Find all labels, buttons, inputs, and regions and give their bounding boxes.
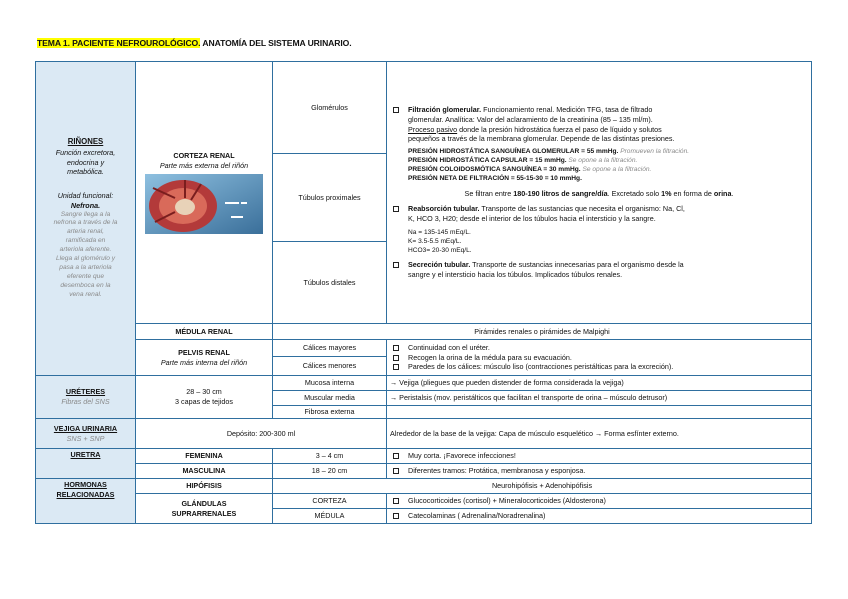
medula-suprarrenal: MÉDULA — [273, 509, 387, 524]
vejiga-desc: Alrededor de la base de la vejiga: Capa de músculo esquelético → Forma esfínter externo. — [387, 419, 812, 449]
uretra-masculina: MASCULINA — [136, 464, 273, 479]
anatomy-table — [35, 61, 812, 524]
uretra-femenina-len: 3 – 4 cm — [273, 449, 387, 464]
kidney-image — [145, 174, 263, 234]
glomerulos-cell: Glomérulos — [273, 62, 387, 154]
pelvis-desc: Continuidad con el uréter. Recogen la orina de la médula para su evacuación. Paredes de los cálices: músculo liso (contracciones peristálticas para la excreción). — [387, 340, 812, 376]
capa-muscular: Muscular media — [273, 391, 387, 406]
medula-cell: MÉDULA RENAL — [136, 324, 273, 340]
vejiga-cell: VEJIGA URINARIA SNS + SNP — [36, 419, 136, 449]
rinones-cell: RIÑONES Función excretora, endocrina y metabólica. Unidad funcional: Nefrona. Sangre llega a la nefrona a través de la arteria renal, ramificada en arteriola aferente. Llega al glomérulo y pasa a la arteriola eferente que desemboca en la vena renal. — [36, 62, 136, 376]
filtracion-item: Filtración glomerular. Funcionamiento renal. Medición TFG, tasa de filtrado — [390, 105, 808, 115]
tubulos-distales-cell: Túbulos distales — [273, 242, 387, 324]
hormonas-cell: HORMONAS RELACIONADAS — [36, 479, 136, 524]
vejiga-deposito: Depósito: 200-300 ml — [136, 419, 387, 449]
capa-mucosa-desc: → Vejiga (pliegues que pueden distender de forma considerada la vejiga) — [387, 376, 812, 391]
tubulos-proximales-cell: Túbulos proximales — [273, 154, 387, 242]
hipofisis-desc: Neurohipófisis + Adenohipófisis — [273, 479, 812, 494]
hipofisis: HIPÓFISIS — [136, 479, 273, 494]
page-title: TEMA 1. PACIENTE NEFROUROLÓGICO. ANATOMÍA DEL SISTEMA URINARIO. — [37, 38, 352, 48]
uretra-masculina-len: 18 – 20 cm — [273, 464, 387, 479]
uretra-femenina-desc: Muy corta. ¡Favorece infecciones! — [387, 449, 812, 464]
capa-fibrosa-desc — [387, 406, 812, 419]
funciones-cell: Filtración glomerular. Funcionamiento renal. Medición TFG, tasa de filtrado glomerular. Analítica: Valor del aclaramiento de la creatinina (85 – 135 ml/m). Proceso pasivo donde la presión hidrostática fuerza el paso de líquido y solutos pequeños a través de la membrana glomerular. Depende de las distintas presiones. PRESIÓN HIDROSTÁTICA SANGUÍNEA GLOMERULAR = 55 mmHg. Promueven la filtración. PRESIÓN HIDROSTÁTICA CAPSULAR = 15 mmHg. Se opone a la filtración. PRESIÓN COLOIDOSMÓTICA SANGUÍNEA = 30 mmHg. Se opone a la filtración. PRESIÓN NETA DE FILTRACIÓN = 55-15-30 = 10 mmHg. Se filtran entre 180-190 litros de sangre/día. Excretado solo 1% en forma de orina. Reabsorción tubular. Transporte de las sustancias que necesita el organismo: Na, Cl, K, HCO 3, H20; desde el interior de los túbulos hacia el intersticio y la sangre. Na = 135-145 mEq/L. K= 3.5-5.5 mEq/L. HCO3= 20-30 mEq/L. Secreción tubular. Transporte de sustancias innecesarias para el organismo desde la sangre y el intersticio hacia los túbulos. Implicados túbulos renales. — [387, 62, 812, 324]
pelvis-cell: PELVIS RENAL Parte más interna del riñón — [136, 340, 273, 376]
medula-suprarrenal-desc: Catecolaminas ( Adrenalina/Noradrenalina) — [387, 509, 812, 524]
corteza-cell: CORTEZA RENAL Parte más externa del riñón — [136, 62, 273, 324]
uretra-cell: URETRA — [36, 449, 136, 479]
capa-fibrosa: Fibrosa externa — [273, 406, 387, 419]
ureteres-cell: URÉTERES Fibras del SNS — [36, 376, 136, 419]
reabsorcion-item: Reabsorción tubular. Transporte de las sustancias que necesita el organismo: Na, Cl, — [390, 204, 808, 214]
medula-desc: Pirámides renales o pirámides de Malpighi — [273, 324, 812, 340]
corteza-suprarrenal-desc: Glucocorticoides (cortisol) + Mineralocorticoides (Aldosterona) — [387, 494, 812, 509]
capa-muscular-desc: → Peristalsis (mov. peristálticos que facilitan el transporte de orina – músculo detrusor) — [387, 391, 812, 406]
suprarrenales: GLÁNDULAS SUPRARRENALES — [136, 494, 273, 524]
calices-cell: Cálices mayores Cálices menores — [273, 340, 387, 376]
secrecion-item: Secreción tubular. Transporte de sustancias innecesarias para el organismo desde la — [390, 260, 808, 270]
uretra-masculina-desc: Diferentes tramos: Protática, membranosa y esponjosa. — [387, 464, 812, 479]
uretra-femenina: FEMENINA — [136, 449, 273, 464]
ureteres-size: 28 – 30 cm 3 capas de tejidos — [136, 376, 273, 419]
corteza-suprarrenal: CORTEZA — [273, 494, 387, 509]
capa-mucosa: Mucosa interna — [273, 376, 387, 391]
